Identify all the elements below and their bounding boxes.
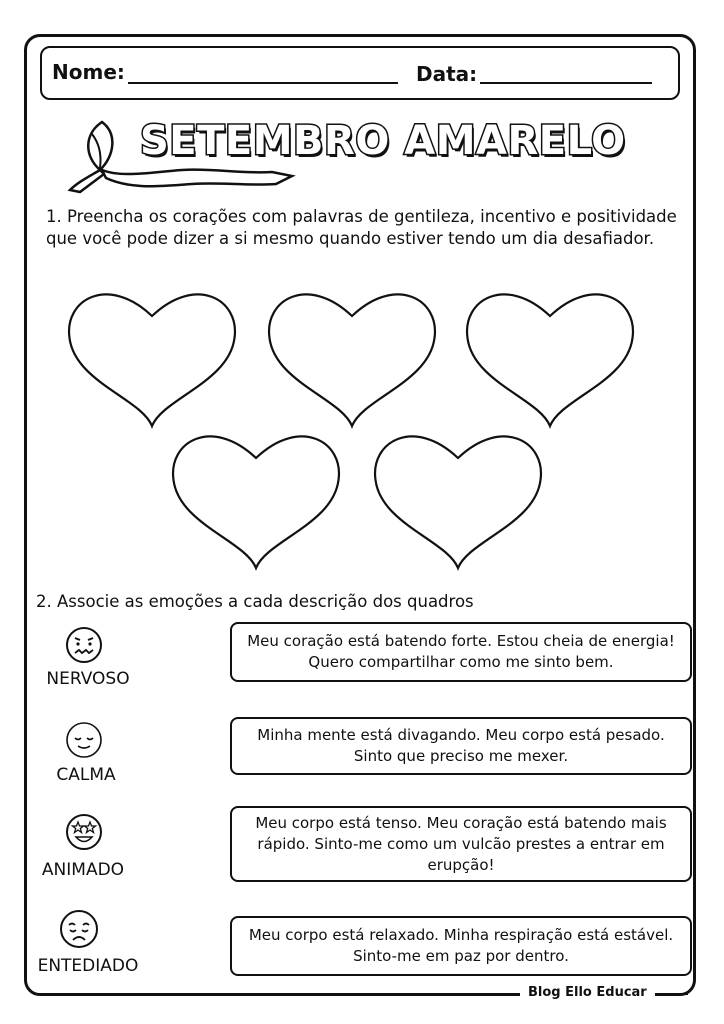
emotion-label: ENTEDIADO [37, 956, 139, 976]
heart-blank[interactable] [467, 294, 633, 426]
heart-blank[interactable] [69, 294, 235, 426]
emotion-label: NERVOSO [46, 669, 130, 689]
description-text: Meu coração está batendo forte. Estou cheia de energia! Quero compartilhar como me sinto bem. [247, 632, 675, 671]
heart-blank[interactable] [375, 436, 541, 568]
star-eyes-face-icon [64, 812, 104, 852]
description-box[interactable] [230, 622, 692, 682]
nome-label: Nome: [52, 60, 125, 84]
question-2: 2. Associe as emoções a cada descrição dos quadros [36, 592, 474, 611]
description-box[interactable] [230, 717, 692, 775]
page-title: SETEMBRO AMARELO [140, 118, 626, 164]
heart-blank[interactable] [269, 294, 435, 426]
description-text: Meu corpo está relaxado. Minha respiração está estável. Sinto-me em paz por dentro. [248, 926, 674, 965]
emotion-label: CALMA [56, 765, 116, 785]
footer-credit: Blog Ello Educar [520, 985, 655, 1000]
bored-face-icon [58, 908, 100, 950]
description-text: Minha mente está divagando. Meu corpo está pesado. Sinto que preciso me mexer. [257, 726, 665, 765]
description-text: Meu corpo está tenso. Meu coração está batendo mais rápido. Sinto-me como um vulcão prestes a entrar em erupção! [255, 813, 667, 874]
emotion-label: ANIMADO [41, 860, 125, 880]
description-box[interactable] [230, 806, 692, 882]
question-1: 1. Preencha os corações com palavras de gentileza, incentivo e positividade que você pode dizer a si mesmo quando estiver tendo um dia desafiador. [46, 207, 677, 248]
description-box[interactable] [230, 916, 692, 976]
nervous-face-icon [64, 625, 104, 665]
calm-face-icon [64, 720, 104, 760]
data-label: Data: [416, 62, 478, 86]
heart-blank[interactable] [173, 436, 339, 568]
